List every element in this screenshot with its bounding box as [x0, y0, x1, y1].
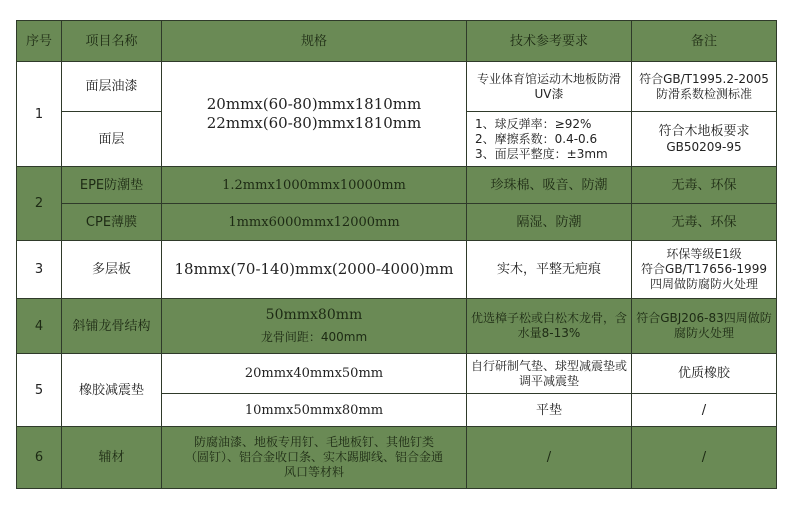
note-line: GB50209-95: [666, 140, 742, 154]
spec-table-frame: [16, 20, 776, 496]
note-line: 环保等级E1级: [666, 247, 742, 261]
row-no: 1: [17, 62, 62, 167]
row-note: 无毒、环保: [632, 167, 777, 204]
tech-line: 1、球反弹率：≥92%: [475, 116, 592, 131]
row-tech: 优选樟子松或白松木龙骨，含水量8-13%: [467, 299, 632, 354]
row-note: 符合GBJ206-83四周做防腐防火处理: [632, 299, 777, 354]
spec-line: 20mmx(60-80)mmx1810mm: [206, 95, 422, 113]
row-name: CPE薄膜: [62, 204, 162, 241]
row-spec: 10mmx50mmx80mm: [162, 394, 467, 427]
row-tech: 珍珠棉、吸音、防潮: [467, 167, 632, 204]
spec-line: 龙骨间距：400mm: [260, 330, 368, 344]
header-name: 项目名称: [62, 21, 162, 62]
row-no: 3: [17, 241, 62, 299]
row-note: 无毒、环保: [632, 204, 777, 241]
row-note: [632, 241, 777, 299]
row-tech: [467, 112, 632, 167]
row-name: EPE防潮垫: [62, 167, 162, 204]
row-note: /: [632, 427, 777, 489]
tech-line: 2、摩擦系数：0.4-0.6: [475, 131, 598, 146]
row-tech: 实木，平整无疤痕: [467, 241, 632, 299]
row-tech: /: [467, 427, 632, 489]
row-spec: 20mmx40mmx50mm: [162, 354, 467, 394]
row-spec: [162, 62, 467, 167]
row-spec: 1mmx6000mmx12000mm: [162, 204, 467, 241]
table-row: [17, 354, 777, 394]
row-note: [632, 112, 777, 167]
note-line: 符合木地板要求: [658, 124, 750, 139]
table-row: [17, 241, 777, 299]
spec-table: [16, 20, 777, 489]
row-note: 符合GB/T1995.2-2005防滑系数检测标准: [632, 62, 777, 112]
note-line: 符合GB/T17656-1999: [641, 262, 767, 276]
row-spec: [162, 299, 467, 354]
table-row: [17, 167, 777, 204]
table-header-row: [17, 21, 777, 62]
row-tech: 隔湿、防潮: [467, 204, 632, 241]
row-tech: 自行研制气垫、球型减震垫或调平减震垫: [467, 354, 632, 394]
header-note: 备注: [632, 21, 777, 62]
row-spec: 18mmx(70-140)mmx(2000-4000)mm: [162, 241, 467, 299]
note-line: 四周做防腐防火处理: [649, 277, 758, 291]
row-note: /: [632, 394, 777, 427]
table-row: [17, 299, 777, 354]
row-spec: 1.2mmx1000mmx10000mm: [162, 167, 467, 204]
row-name: 面层: [62, 112, 162, 167]
row-no: 6: [17, 427, 62, 489]
row-no: 2: [17, 167, 62, 241]
header-tech: 技术参考要求: [467, 21, 632, 62]
row-name: 斜铺龙骨结构: [62, 299, 162, 354]
row-name: 面层油漆: [62, 62, 162, 112]
row-tech: 专业体育馆运动木地板防滑UV漆: [467, 62, 632, 112]
tech-line: 3、面层平整度：±3mm: [475, 146, 608, 161]
table-row: [17, 204, 777, 241]
row-no: 4: [17, 299, 62, 354]
row-tech: 平垫: [467, 394, 632, 427]
table-row: [17, 62, 777, 112]
row-name: 橡胶减震垫: [62, 354, 162, 427]
row-spec: 防腐油漆、地板专用钉、毛地板钉、其他钉类（圆钉）、铝合金收口条、实木踢脚线、铝合金通风口等材料: [162, 427, 467, 489]
row-note: 优质橡胶: [632, 354, 777, 394]
row-name: 多层板: [62, 241, 162, 299]
header-no: 序号: [17, 21, 62, 62]
row-no: 5: [17, 354, 62, 427]
header-spec: 规格: [162, 21, 467, 62]
row-name: 辅材: [62, 427, 162, 489]
spec-line: 50mmx80mm: [265, 307, 363, 323]
spec-line: 22mmx(60-80)mmx1810mm: [206, 114, 422, 132]
table-row: [17, 427, 777, 489]
